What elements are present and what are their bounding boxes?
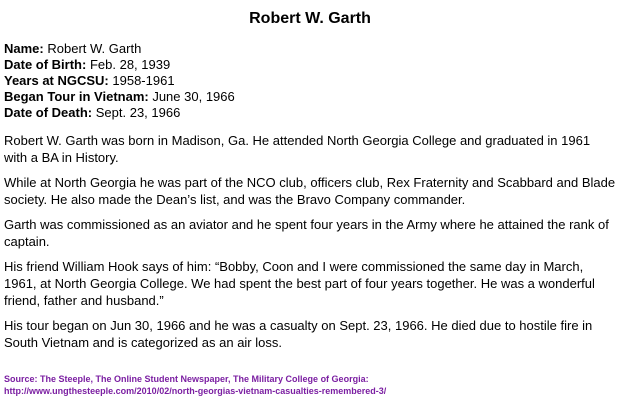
fact-date-of-death [4,105,616,121]
fact-name [4,41,616,57]
fact-label: Date of Birth: [4,57,87,72]
fact-value: Feb. 28, 1939 [89,57,171,72]
paragraph-casualty: His tour began on Jun 30, 1966 and he was a casualty on Sept. 23, 1966. He died due to hostile fire in South Vietnam and is categorized as an air loss. [4,318,593,350]
fact-label: Date of Death: [4,105,93,120]
fact-label: Began Tour in Vietnam: [4,89,149,104]
fact-value: 1958-1961 [112,73,175,88]
source-link[interactable]: http://www.ungthesteeple.com/2010/02/north-georgias-vietnam-casualties-remembered-3/ [4,386,387,396]
fact-value: Robert W. Garth [47,41,142,56]
document-page [4,0,616,351]
paragraph-activities: While at North Georgia he was part of the NCO club, officers club, Rex Fraternity and Scabbard and Blade society. He also made the Dean’s list, and was the Bravo Company commander. [4,175,616,207]
fact-years-at-ngcsu [4,73,616,89]
source-citation [4,373,386,397]
source-label: Source: The Steeple, The Online Student Newspaper, The Military College of Georgia: [4,374,369,384]
fact-label: Years at NGCSU: [4,73,109,88]
fact-value: Sept. 23, 1966 [95,105,181,120]
fact-began-tour [4,89,616,105]
facts-list [4,41,616,121]
fact-label: Name: [4,41,44,56]
fact-date-of-birth [4,57,616,73]
paragraph-biography: Robert W. Garth was born in Madison, Ga. He attended North Georgia College and graduated in 1961 with a BA in History. [4,133,591,165]
paragraph-quote: His friend William Hook says of him: “Bobby, Coon and I were commissioned the same day in March, 1961, at North Georgia College. We had spent the best part of four years together. He was a wonderful friend, father and husband.” [4,259,595,308]
page-title: Robert W. Garth [249,10,371,27]
paragraph-service: Garth was commissioned as an aviator and he spent four years in the Army where he attained the rank of captain. [4,217,609,249]
fact-value: June 30, 1966 [152,89,235,104]
